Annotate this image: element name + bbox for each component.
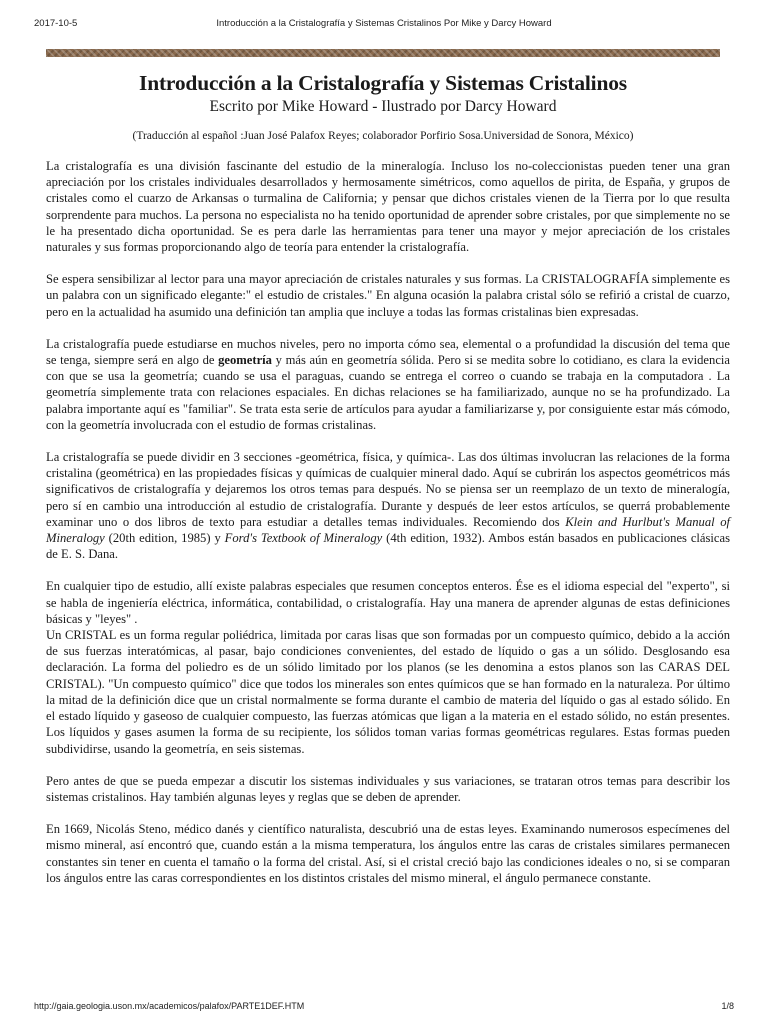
paragraph-steno: En 1669, Nicolás Steno, médico danés y científico naturalista, descubrió una de estas leyes. Examinando numerosos especímenes del mismo mineral, así encontró que, cuando están a la misma temperatura, los ángulos entre las caras de cristales similares permanecen constantes sin tener en cuenta el tamaño o la forma del cristal. Así, si el cristal creció bajo las condiciones ideales o no, si se comparan los ángulos entre las caras correspondientes en los distintos cristales del mismo mineral, el ángulo permanece constante. <box>46 822 730 885</box>
paragraph-sections-text-middle: (20th edition, 1985) y <box>104 531 225 546</box>
book-title-ford: Ford's Textbook of Mineralogy <box>224 531 383 546</box>
paragraph-crystal-definition: Un CRISTAL es un forma regular poliédrica, limitada por caras lisas que son formadas por un compuesto químico, debido a la acción de sus fuerzas interatómicas, al pasar, bajo condiciones convenientes, del estado de líquido o gas a un sólido. Desglosando esa declaración. La forma del poliedro es de un sólido limitado por los planos (se les denomina a estos planos son las CARAS DEL CRISTAL). "Un compuesto químico" dice que todos los minerales son entes químicos que se han formado en la naturaleza. Por último la mitad de la definición dice que un cristal normalmente se forma durante el cambio de materia del líquido o gas al estado sólido. En el estado líquido y gaseoso de cualquier compuesto, las fuerzas atómicas que ligan a la materia en el estado sólido, no están presentes. Los líquidos y gases asumen la forma de su recipiente, los sólidos toman varias formas geométricas regulares. Estas formas pueden subdividirse, usando la geometría, en seis sistemas. <box>46 628 730 756</box>
print-doc-title: Introducción a la Cristalografía y Sistemas Cristalinos Por Mike y Darcy Howard <box>216 18 552 29</box>
title-block <box>46 70 720 144</box>
geometry-term: geometría <box>218 353 272 368</box>
paragraph-intro: La cristalografía es una división fascinante del estudio de la mineralogía. Incluso los no-coleccionistas pueden tener una gran apreciación por los cristales individuales desarrollados y hermosamente simétricos, como aquellos de pirita, de España, y grupos de cristales como el cuarzo de Arkansas o turmalina de California; y pensar que dichos cristales vienen de la Tierra por lo que resulta sorprendente para muchos. La persona no especialista no ha tenido oportunidad de aprender sobre cristales, por que simplemente no se le ha presentado dicha oportunidad. Se es pera darle las herramientas para tener una mayor y mejor apreciación de los cristales naturales y sus formas proporcionando algo de teoría para entender la cristalografía. <box>46 159 730 255</box>
paragraph-sections-text-end: (4th edition, 1932). Ambos están basados en publicaciones clásicas de E. S. Dana. <box>46 531 730 562</box>
paragraph-geometry <box>46 336 730 433</box>
book-title-klein: Klein and Hurlbut's Manual of Mineralogy <box>46 514 730 546</box>
decorative-divider <box>46 49 720 57</box>
page-number: 1/8 <box>721 1001 734 1011</box>
paragraph-special-words: En cualquier tipo de estudio, allí existe palabras especiales que resumen conceptos enteros. Ése es el idioma especial del "experto", si se habla de ingeniería eléctrica, informática, contabilidad, o cristalografía. Hay una manera de aprender algunas de estas definiciones básicas y "leyes" . <box>46 579 730 626</box>
paragraph-definition: Se espera sensibilizar al lector para una mayor apreciación de cristales naturales y sus formas. La CRISTALOGRAFÍA simplemente es un palabra con un significado elegante:" el estudio de cristales." En alguna ocasión la palabra cristal sólo se refirió a cristal de cuarzo, pero en la actualidad ha asumido una definición tan amplia que incluye a todas las formas cristalinas bien expresadas. <box>46 272 730 319</box>
paragraph-geometry-text-end: y más aún en geometría sólida. Pero si se medita sobre lo cotidiano, es clara la evidencia con que se usa la geometría; cuando se usa el paraguas, cuando se entrega el correo o cuando se trabaja en la computadora . La geometría simplemente trata con relaciones espaciales. En dichas relaciones se ha familiarizado, aunque no se ha profundizado. La palabra importante aquí es "familiar". Se trata esta serie de artículos para ayudar a familiarizarse y, por consiguiente estar más cómodo, con la geometría involucrada con el estudio de formas cristalinas. <box>46 353 731 432</box>
page-title: Introducción a la Cristalografía y Sistemas Cristalinos <box>139 71 627 95</box>
paragraph-geometry-text-start: La cristalografía puede estudiarse en muchos niveles, pero no importa cómo sea, elemental o a profundidad la discusión del tema que se tenga, siempre será en algo de <box>46 336 730 368</box>
paragraph-systems: Pero antes de que se pueda empezar a discutir los sistemas individuales y sus variaciones, se trataran otros temas para describir los sistemas cristalinos. Hay también algunas leyes y reglas que se deben de aprender. <box>46 773 730 804</box>
article-body <box>46 158 730 902</box>
byline: Escrito por Mike Howard - Ilustrado por Darcy Howard <box>209 98 557 115</box>
print-date: 2017-10-5 <box>34 18 78 29</box>
source-url: http://gaia.geologia.uson.mx/academicos/palafox/PARTE1DEF.HTM <box>34 1001 305 1011</box>
translation-credit: (Traducción al español :Juan José Palafox Reyes; colaborador Porfirio Sosa.Universidad de Sonora, México) <box>132 130 634 142</box>
print-footer <box>34 1001 734 1013</box>
paragraph-sections-text-start: La cristalografía se puede dividir en 3 secciones -geométrica, física, y química-. Las dos últimas involucran las relaciones de la forma cristalina (geométrica) en las propiedades físicas y químicas de cualquier mineral dado. Aquí se cubrirán los aspectos geométricos más significativos de cristalografía y dejaremos los otros temas para después. No se piensa ser un reemplazo de un texto de mineralogía, pero sí en cambio una introducción al estudio de cristalografía. Durante y después de leer estos artículos, se querrá probablemente examinar uno o dos libros de texto para estudiar a detalles temas individuales. Recomiendo dos <box>46 450 730 529</box>
paragraph-sections <box>46 449 730 562</box>
print-header <box>34 18 734 32</box>
